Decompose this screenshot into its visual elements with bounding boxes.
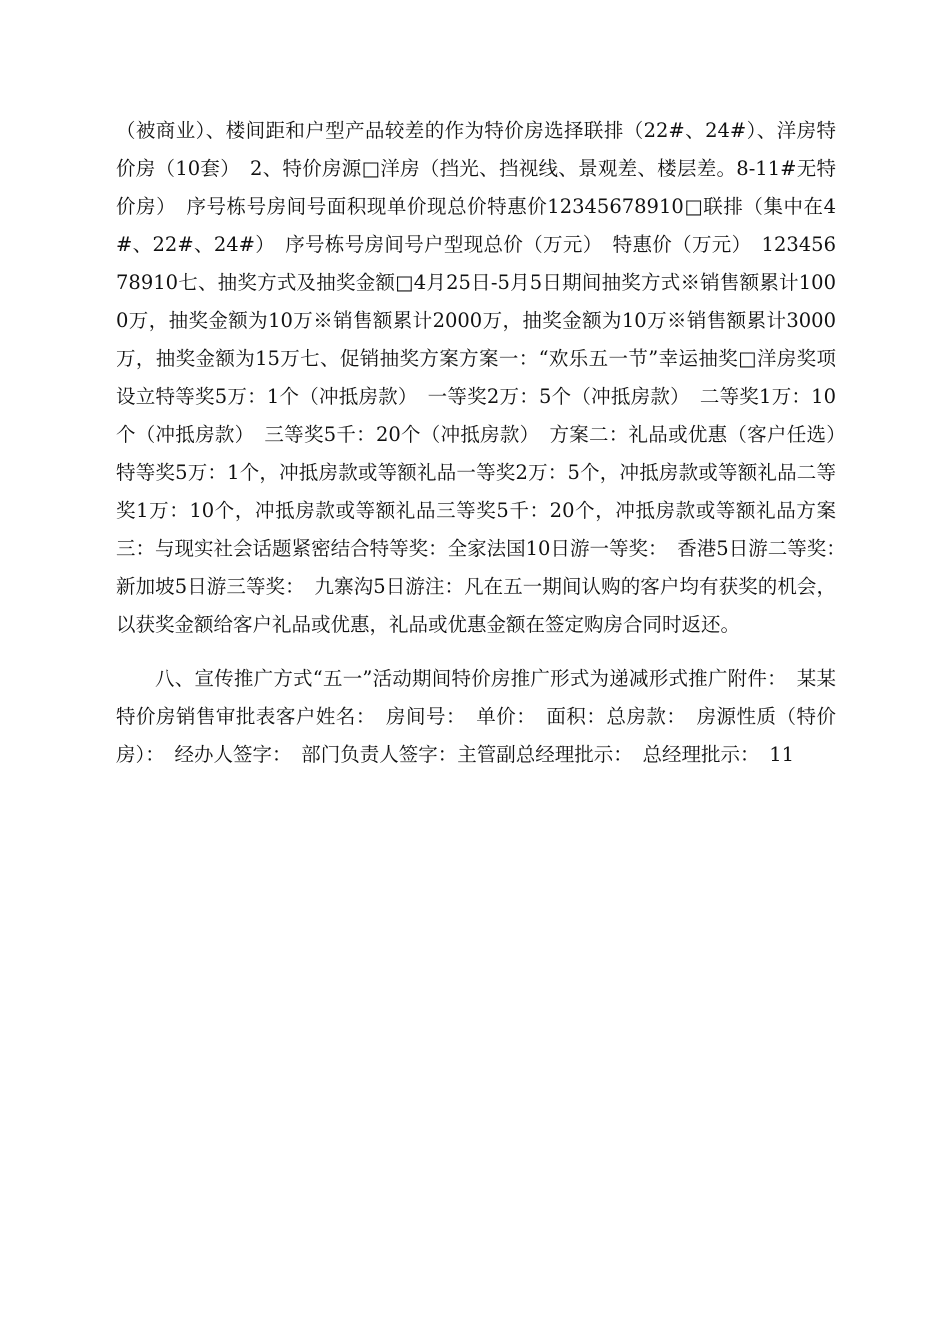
document-body xyxy=(116,112,856,774)
paragraph-promotion-and-approval: 八、宣传推广方式“五一”活动期间特价房推广形式为递减形式推广附件： 某某特价房销售审批表客户姓名： 房间号： 单价： 面积：总房款： 房源性质（特价房）： 经办人签字： 部门负责人签字：主管副总经理批示： 总经理批示： 11 xyxy=(116,667,836,766)
paragraph-promotion-details: （被商业）、楼间距和户型产品较差的作为特价房选择联排（22#、24#）、洋房特价房（10套） 2、特价房源□洋房（挡光、挡视线、景观差、楼层差。8-11#无特价房） 序号栋号房间号面积现单价现总价特惠价12345678910□联排（集中在4#、22#、24#） 序号栋号房间号户型现总价（万元） 特惠价（万元） 12345678910七、抽奖方式及抽奖金额□4月25日-5月5日期间抽奖方式※销售额累计1000万，抽奖金额为10万※销售额累计2000万，抽奖金额为10万※销售额累计3000万，抽奖金额为15万七、促销抽奖方案方案一：“欢乐五一节”幸运抽奖□洋房奖项设立特等奖5万：1个（冲抵房款） 一等奖2万：5个（冲抵房款） 二等奖1万：10个（冲抵房款） 三等奖5千：20个（冲抵房款） 方案二：礼品或优惠（客户任选） 特等奖5万：1个，冲抵房款或等额礼品一等奖2万：5个，冲抵房款或等额礼品二等奖1万：10个，冲抵房款或等额礼品三等奖5千：20个，冲抵房款或等额礼品方案三：与现实社会话题紧密结合特等奖：全家法国10日游一等奖： 香港5日游二等奖： 新加坡5日游三等奖： 九寨沟5日游注：凡在五一期间认购的客户均有获奖的机会，以获奖金额给客户礼品或优惠，礼品或优惠金额在签定购房合同时返还。 xyxy=(116,119,856,636)
